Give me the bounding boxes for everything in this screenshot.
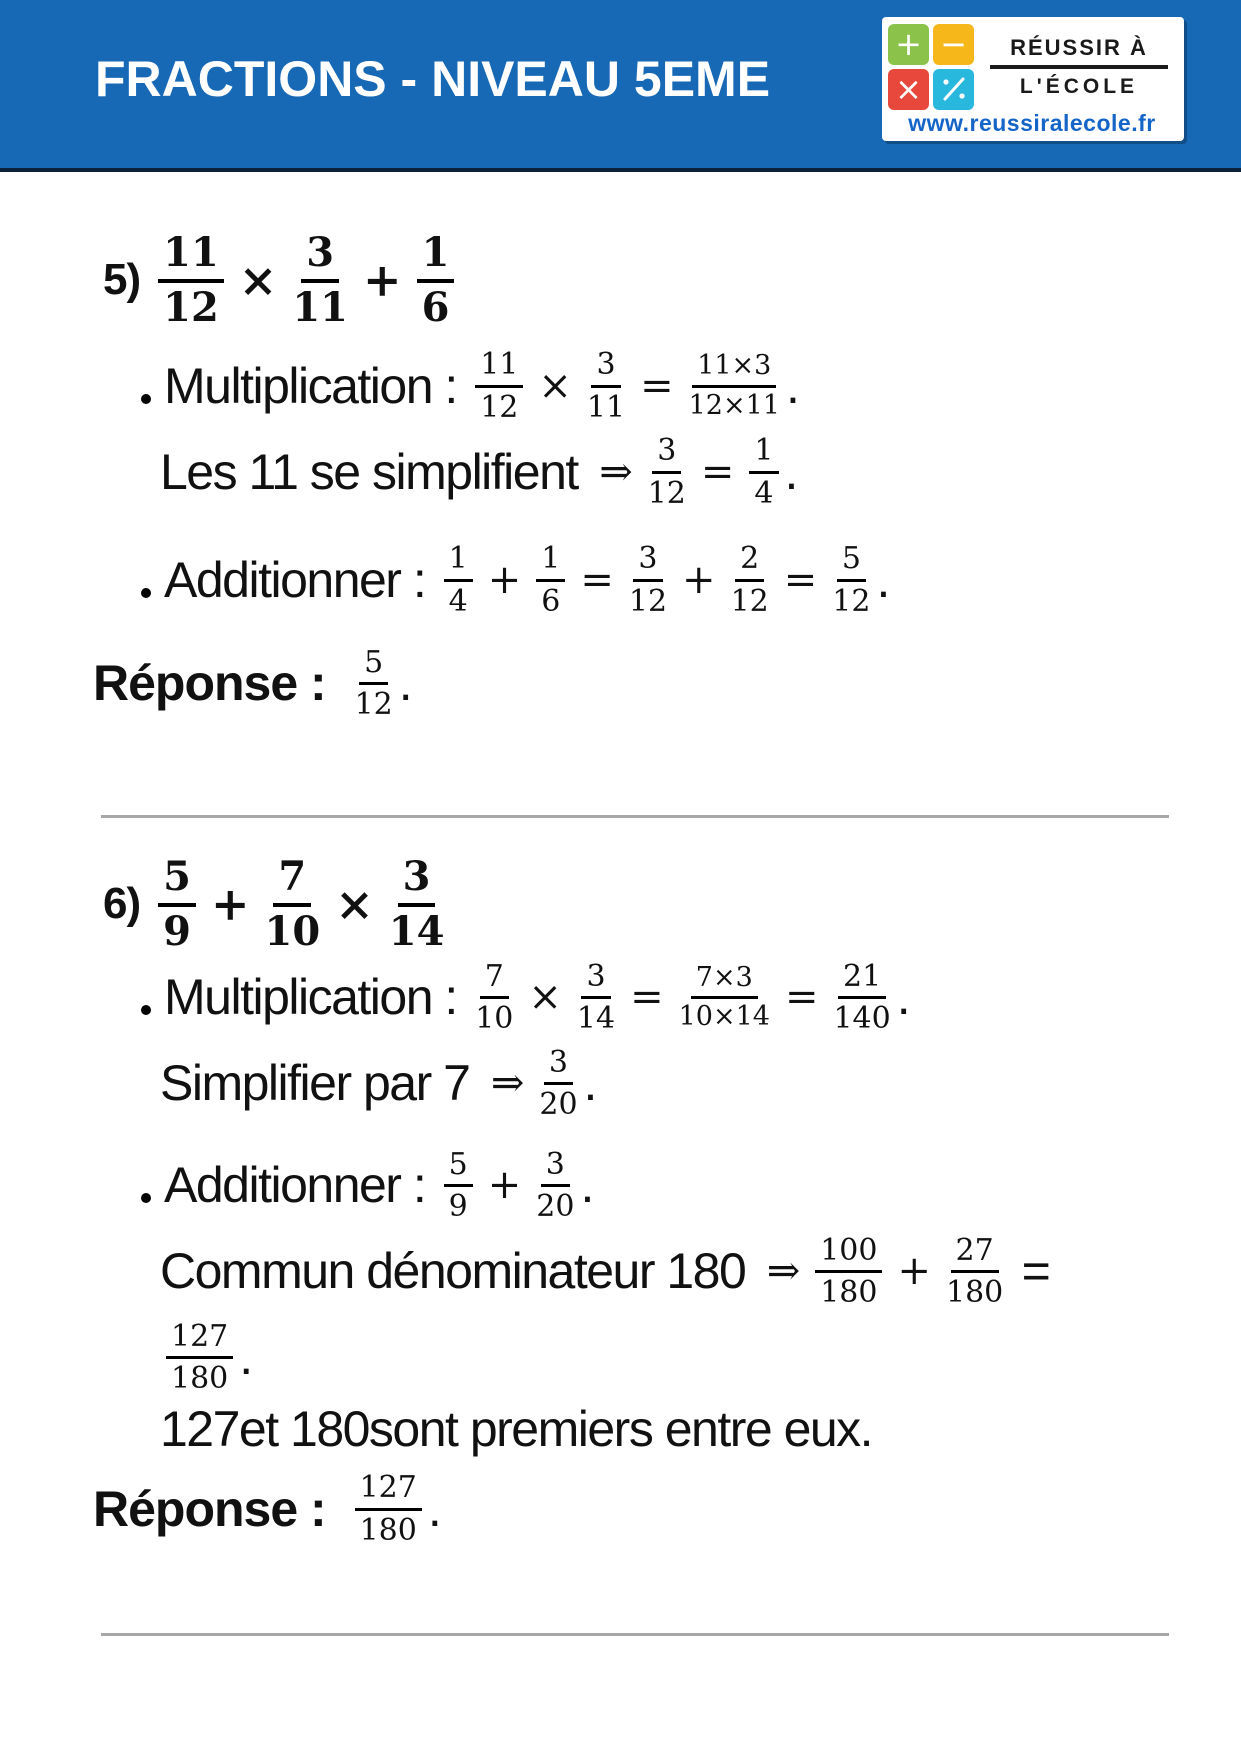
logo-brand-divider: [990, 65, 1168, 69]
fraction-denominator: 10: [264, 907, 321, 955]
exercise-number: 5): [103, 255, 141, 305]
operator-plus: +: [682, 556, 716, 603]
equation-line: [160, 433, 797, 510]
fraction-numerator: 3: [398, 854, 436, 907]
fraction-denominator: 11: [292, 283, 349, 331]
equation-text: Additionner :: [164, 1157, 438, 1214]
fraction-denominator: 180: [946, 1275, 1004, 1311]
fraction: [536, 541, 565, 618]
equation-text: Simplifier par 7: [160, 1055, 482, 1112]
fraction-denominator: 12: [163, 283, 219, 331]
equation-text: .: [239, 1329, 252, 1386]
equation-text: Additionner :: [164, 551, 438, 608]
operator-times: ×: [238, 253, 278, 308]
fraction-numerator: 21: [838, 959, 886, 1000]
equation-text: Commun dénominateur 180: [160, 1243, 758, 1300]
exercise-title-equation: [93, 230, 1201, 331]
page-title: FRACTIONS - NIVEAU 5EME: [95, 51, 771, 107]
operator-plus: +: [487, 556, 522, 603]
equation-text: .: [896, 969, 910, 1026]
fraction-denominator: 12: [354, 687, 393, 723]
operator-plus: +: [363, 253, 402, 308]
answer-label: Réponse :: [93, 1480, 339, 1537]
fraction-numerator: 3: [301, 230, 339, 283]
fraction-numerator: 3: [633, 541, 662, 582]
equation-text: Les 11 se simplifient: [160, 443, 591, 500]
fraction-numerator: 127: [166, 1319, 233, 1360]
operator-equals: =: [783, 556, 818, 603]
exercise-title-equation: [93, 854, 1201, 955]
bullet-dot: [141, 394, 151, 404]
equation-text: .: [876, 551, 889, 608]
operator-equals: =: [630, 974, 664, 1021]
operator-times: ×: [528, 974, 562, 1021]
fraction-denominator: 180: [171, 1361, 229, 1397]
equation-text: .: [398, 655, 412, 712]
fraction-numerator: 27: [951, 1233, 999, 1274]
fraction-denominator: 9: [448, 1189, 468, 1225]
equation-text: =: [1009, 1243, 1050, 1300]
fraction: [292, 230, 348, 331]
fraction: [475, 959, 513, 1036]
equation-line: [160, 1400, 872, 1458]
reussir-a-lecole-logo: [882, 17, 1184, 141]
equation-line: [164, 347, 798, 424]
equation-text: .: [427, 1480, 441, 1537]
minus-icon: −: [933, 24, 974, 65]
exercise-number: 6): [103, 879, 141, 929]
fraction: [166, 1319, 233, 1396]
fraction-numerator: 3: [544, 1045, 573, 1086]
fraction: [679, 962, 770, 1032]
fraction-denominator: 9: [163, 907, 191, 955]
fraction-denominator: 14: [576, 1001, 616, 1037]
fraction-denominator: 12: [480, 389, 519, 425]
equation-line: [160, 1319, 252, 1396]
fraction: [444, 1147, 473, 1224]
fraction: [158, 230, 224, 331]
fraction-denominator: 140: [833, 1001, 891, 1037]
fraction-numerator: 3: [591, 347, 620, 388]
operator-equals: =: [784, 974, 819, 1021]
fraction-denominator: 4: [448, 583, 468, 619]
operator-implies: ⇒: [490, 1060, 525, 1107]
header-bar: [0, 0, 1241, 172]
solution-step: [93, 1142, 1201, 1228]
operator-implies: ⇒: [766, 1248, 801, 1295]
equation-line: [164, 959, 909, 1036]
fraction: [389, 854, 445, 955]
fraction-denominator: 6: [541, 583, 561, 619]
fraction-denominator: 12: [730, 583, 769, 619]
equation-line: [160, 1045, 596, 1122]
fraction-numerator: 3: [541, 1147, 570, 1188]
equation-text: 127et 180sont premiers entre eux.: [160, 1401, 873, 1458]
operator-plus: +: [897, 1248, 931, 1295]
logo-top: [888, 23, 1176, 110]
fraction: [444, 541, 473, 618]
fraction: [355, 1470, 422, 1547]
equation-text: .: [785, 357, 799, 414]
fraction-numerator: 1: [749, 433, 778, 474]
solution-step: [93, 1228, 1201, 1314]
fraction: [648, 433, 686, 510]
fraction-numerator: 1: [536, 541, 565, 582]
fraction: [536, 1147, 574, 1224]
bullet-dot: [141, 1005, 151, 1015]
fraction-denominator: 20: [536, 1189, 575, 1225]
divide-icon: [933, 69, 974, 110]
equation-text: .: [580, 1157, 593, 1214]
operator-implies: ⇒: [599, 448, 633, 495]
fraction: [158, 854, 196, 955]
fraction: [587, 347, 625, 424]
operator-equals: =: [640, 362, 674, 409]
fraction-numerator: 127: [355, 1470, 422, 1511]
equation-text: .: [583, 1055, 596, 1112]
fraction-denominator: 4: [754, 475, 774, 511]
fraction-numerator: 11: [158, 230, 224, 283]
operator-times: ×: [335, 877, 374, 932]
fraction-numerator: 3: [652, 433, 681, 474]
fraction: [629, 541, 667, 618]
fraction-denominator: 12: [647, 475, 686, 511]
fraction-denominator: 14: [388, 907, 445, 955]
fraction-denominator: 11: [586, 389, 626, 425]
fraction-numerator: 5: [158, 854, 196, 907]
operator-plus: +: [487, 1162, 522, 1209]
answer-line: [93, 645, 1201, 722]
solution-step: [93, 1314, 1201, 1400]
solution-step: [93, 1400, 1201, 1458]
fraction-denominator: 12: [832, 583, 871, 619]
fraction-numerator: 7: [273, 854, 311, 907]
fraction: [815, 1233, 882, 1310]
bullet-dot: [141, 588, 151, 598]
worksheet-content: [0, 230, 1241, 1636]
fraction-numerator: 11×3: [692, 350, 776, 387]
fraction-numerator: 5: [359, 645, 388, 686]
bullet-dot: [141, 1193, 151, 1203]
fraction: [689, 350, 780, 420]
fraction-numerator: 11: [475, 347, 523, 388]
plus-icon: +: [888, 24, 929, 65]
logo-brand-line2: L'ÉCOLE: [1019, 74, 1139, 98]
fraction-denominator: 180: [359, 1512, 417, 1548]
times-icon: ×: [888, 69, 929, 110]
fraction-numerator: 7×3: [691, 962, 758, 999]
section-divider: [101, 1633, 1169, 1636]
fraction: [946, 1233, 1003, 1310]
fraction-numerator: 3: [581, 959, 610, 1000]
solution-step: [93, 537, 1201, 623]
fraction: [832, 541, 870, 618]
operator-equals: =: [580, 556, 614, 603]
section-divider: [101, 815, 1169, 818]
fraction: [475, 347, 523, 424]
fraction-numerator: 1: [444, 541, 473, 582]
fraction-denominator: 20: [539, 1087, 578, 1123]
website-url: www.reussiralecole.fr: [908, 110, 1156, 136]
equation-line: [160, 1233, 1049, 1310]
equation-text: Multiplication :: [164, 357, 470, 414]
fraction-denominator: 12×11: [688, 389, 780, 421]
fraction-denominator: 180: [820, 1275, 878, 1311]
equation-line: [164, 1147, 593, 1224]
operator-plus: +: [210, 877, 250, 932]
exercise-5: [93, 230, 1201, 818]
fraction-numerator: 100: [815, 1233, 882, 1274]
fraction: [731, 541, 769, 618]
operator-times: ×: [538, 362, 572, 409]
fraction: [749, 433, 778, 510]
answer-line: [93, 1470, 1201, 1547]
fraction-denominator: 6: [421, 283, 450, 331]
fraction: [577, 959, 615, 1036]
operator-equals: =: [700, 448, 735, 495]
solution-step: [93, 954, 1201, 1040]
logo-brand: [974, 35, 1176, 99]
math-operator-tiles: [888, 24, 974, 110]
equation-text: Multiplication :: [164, 969, 470, 1026]
fraction-numerator: 5: [837, 541, 866, 582]
fraction: [833, 959, 890, 1036]
fraction: [539, 1045, 577, 1122]
answer-label: Réponse :: [93, 655, 339, 712]
fraction-numerator: 2: [735, 541, 764, 582]
fraction-denominator: 10: [475, 1001, 514, 1037]
fraction-numerator: 7: [480, 959, 509, 1000]
fraction-numerator: 1: [417, 230, 455, 283]
logo-brand-line1: RÉUSSIR À: [1010, 34, 1148, 60]
solution-step: [93, 429, 1201, 515]
fraction: [265, 854, 321, 955]
equation-line: [164, 541, 889, 618]
fraction: [417, 230, 455, 331]
equation-text: .: [784, 443, 797, 500]
solution-step: [93, 1040, 1201, 1126]
fraction-denominator: 10×14: [678, 1001, 770, 1033]
solution-step: [93, 343, 1201, 429]
exercise-6: [93, 854, 1201, 1636]
fraction-denominator: 12: [628, 583, 668, 619]
fraction-numerator: 5: [444, 1147, 473, 1188]
fraction: [355, 645, 393, 722]
